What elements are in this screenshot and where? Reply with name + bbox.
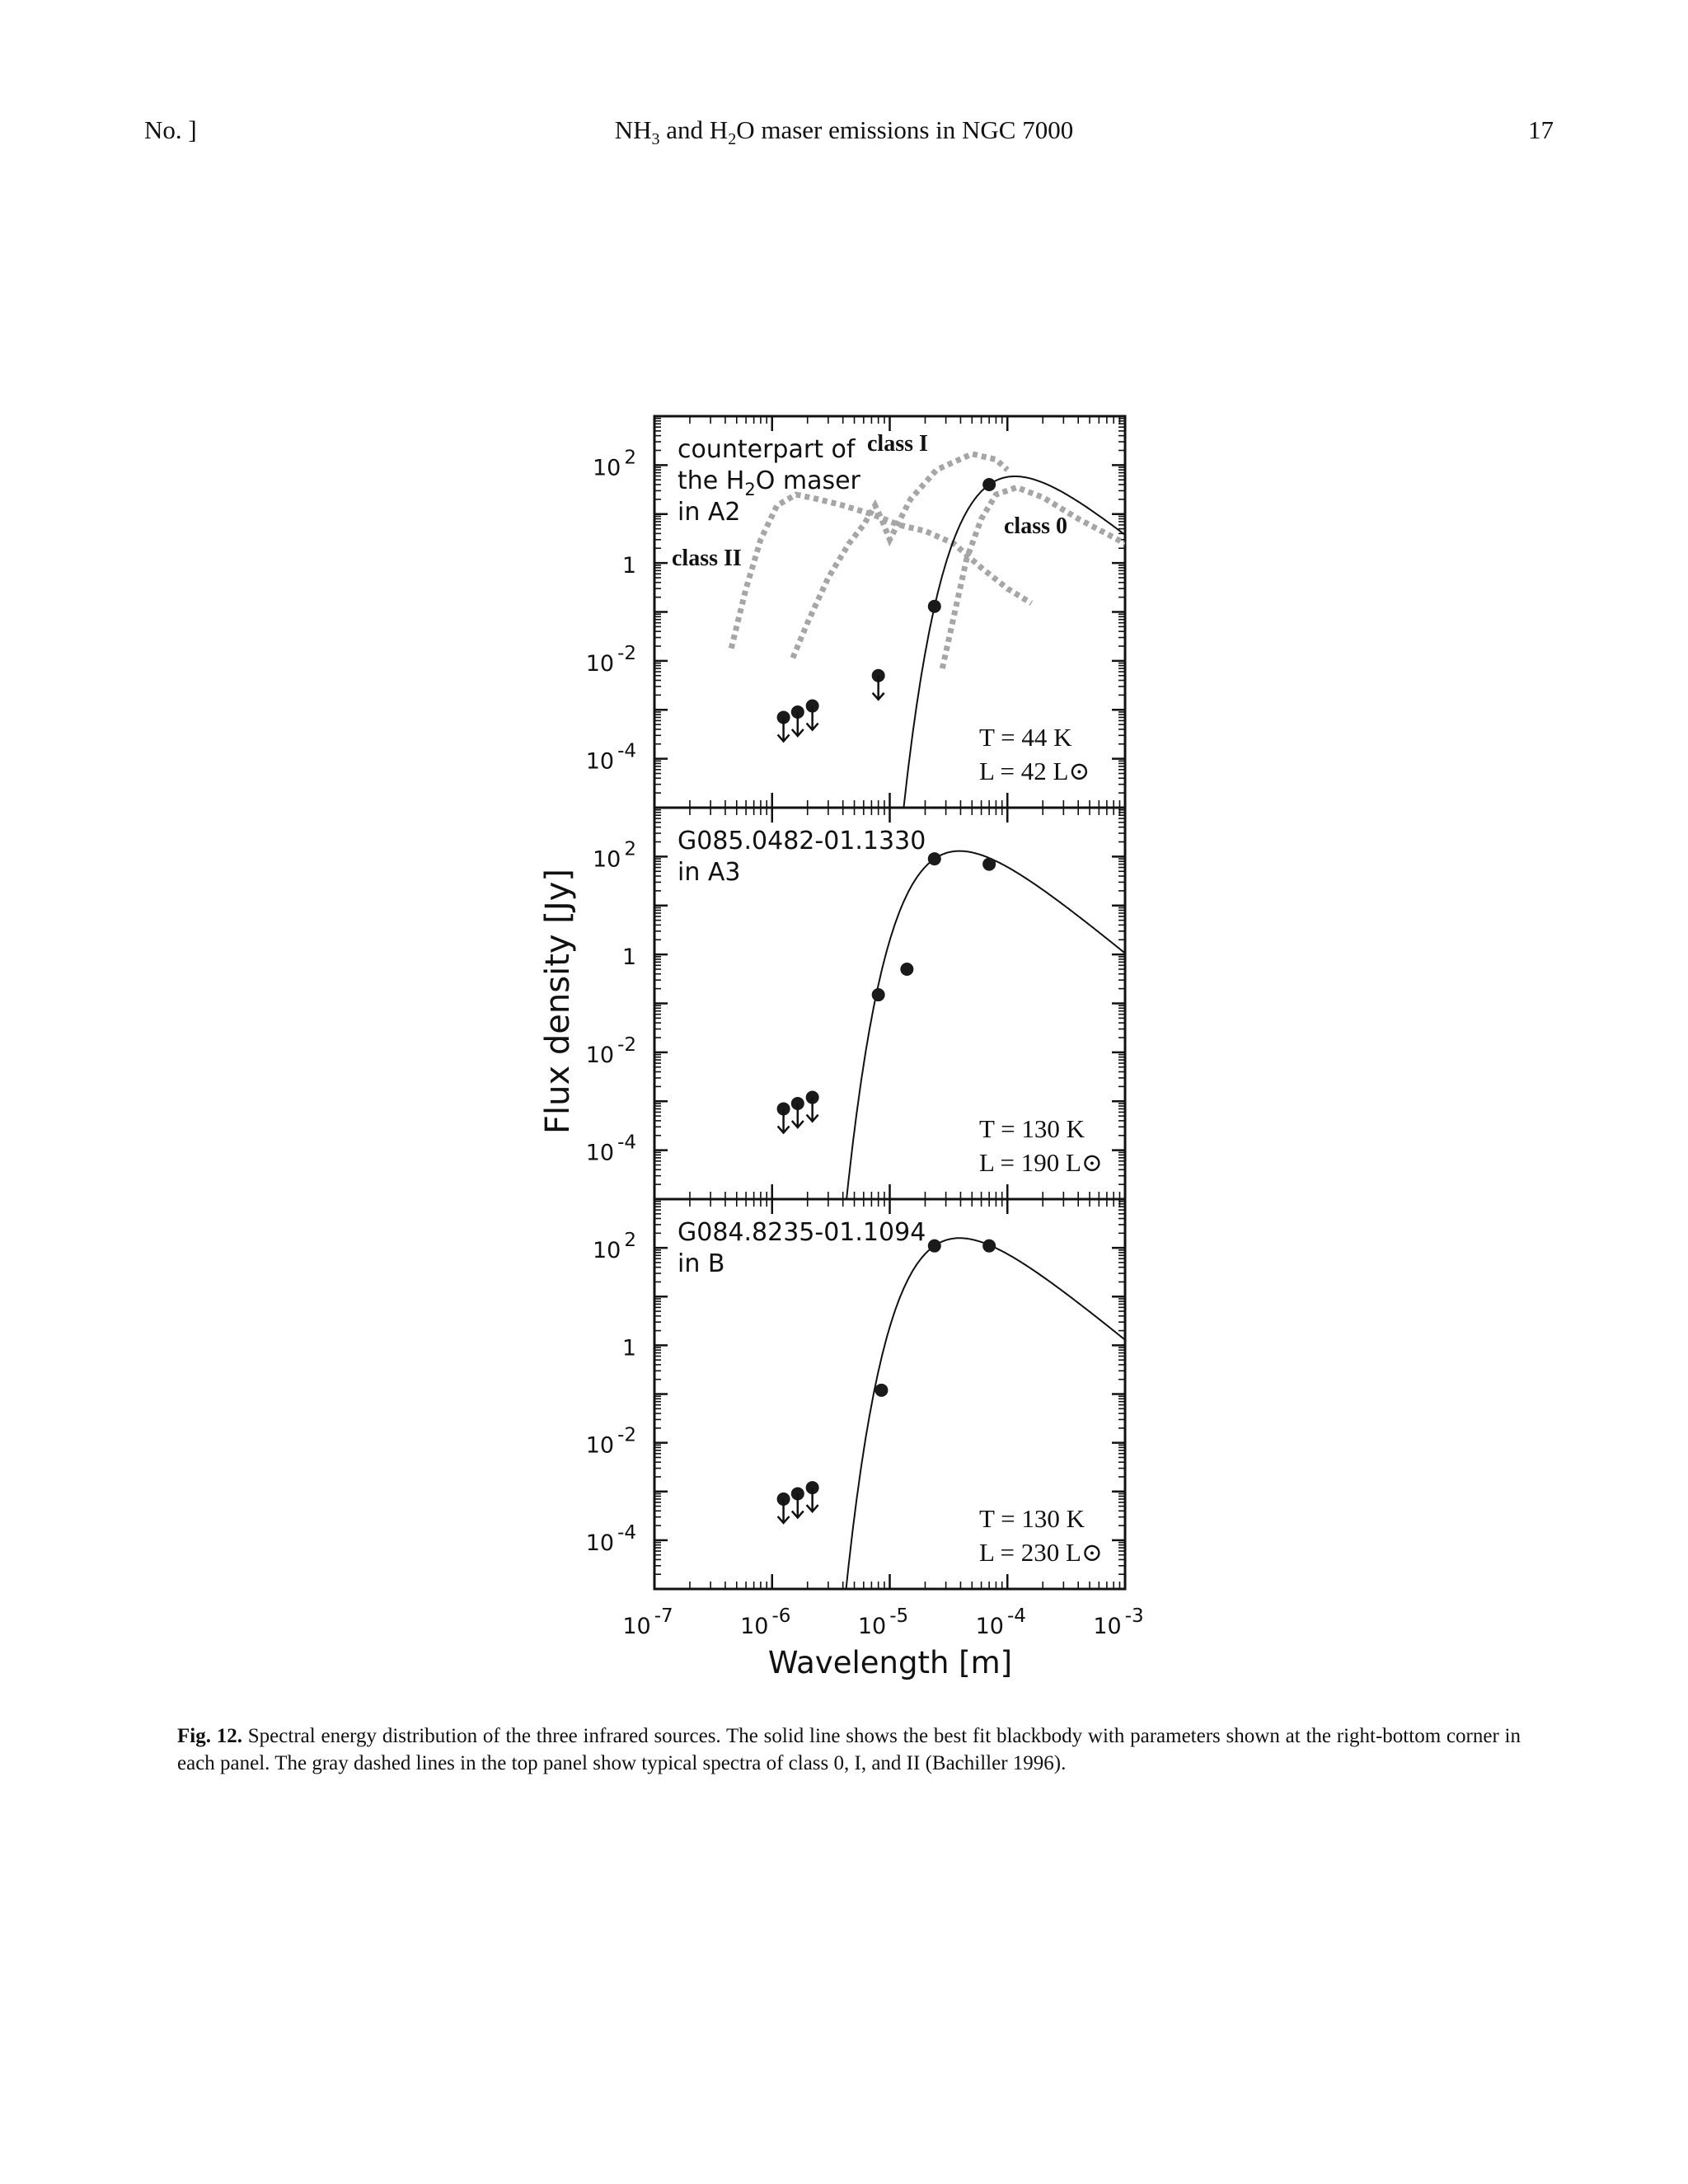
upper-limit-marker (791, 1487, 804, 1517)
fit-temperature: T = 130 K (979, 1504, 1085, 1533)
page-number: 17 (1528, 115, 1554, 144)
upper-limit-marker (806, 1481, 819, 1511)
upper-limit-marker (791, 1097, 804, 1127)
y-tick-label: 1 (621, 1335, 636, 1361)
fit-temperature: T = 44 K (979, 723, 1072, 752)
x-tick-label: 10 -3 (1093, 1605, 1144, 1639)
class-curve-class-ii (731, 494, 1031, 649)
fit-luminosity: L = 230 L⊙ (979, 1538, 1103, 1567)
panel-top (586, 416, 1125, 856)
caption-label: Fig. 12. (177, 1725, 242, 1747)
upper-limit-marker (806, 700, 819, 730)
panel-label-line: counterpart of (678, 435, 856, 464)
data-point (982, 1240, 996, 1253)
fit-luminosity: L = 42 L⊙ (979, 757, 1090, 785)
y-axis-label: Flux density [Jy] (539, 869, 577, 1134)
class-label: class II (672, 546, 742, 571)
y-tick-label: 10 -2 (585, 642, 636, 677)
data-point (982, 858, 996, 871)
x-tick-label: 10 -4 (975, 1605, 1026, 1639)
upper-limit-marker (806, 1091, 819, 1122)
panel-label-line: G084.8235-01.1094 (678, 1218, 926, 1247)
data-point (928, 600, 941, 613)
x-tick-label: 10 -5 (857, 1605, 909, 1639)
caption-text: Spectral energy distribution of the three infrared sources. The solid line shows the best fit blackbody with parameters shown at the right-bottom corner in each panel. The gray dashed lines in the top panel show typical spectra of class 0, I, and II (Bachiller 1996). (177, 1725, 1521, 1774)
panel-middle (586, 808, 1125, 1248)
panel-label-line: in A2 (678, 498, 741, 527)
data-point (874, 1384, 888, 1397)
y-tick-label: 10 -2 (585, 1424, 636, 1459)
y-tick-label: 10 2 (593, 447, 636, 481)
header-running-title: $NH_3$ and $H_2O$ maser emissions in NGC 7000 (614, 115, 1074, 149)
panel-bottom (586, 1199, 1125, 1638)
upper-limit-marker (777, 1493, 790, 1523)
x-tick-label: 10 -7 (622, 1605, 673, 1639)
panel-label-line: in B (678, 1249, 725, 1278)
fit-luminosity: L = 190 L⊙ (979, 1148, 1103, 1177)
figure-caption (177, 1722, 1521, 1777)
fit-temperature: T = 130 K (979, 1114, 1085, 1143)
x-tick-label: 10 -6 (740, 1605, 791, 1639)
upper-limit-marker (872, 669, 885, 700)
blackbody-fit-line (701, 1238, 1125, 1638)
y-tick-label: 1 (621, 553, 636, 579)
y-tick-label: 10 2 (593, 1230, 636, 1264)
class-label: class 0 (1004, 513, 1067, 539)
class-label: class I (867, 431, 928, 457)
blackbody-fit-line (701, 851, 1125, 1249)
y-tick-label: 10 -4 (585, 740, 636, 775)
data-point (928, 1240, 941, 1253)
panel-label-line: G085.0482-01.1330 (678, 827, 926, 855)
y-tick-label: 10 2 (593, 838, 636, 873)
y-tick-label: 1 (621, 944, 636, 971)
upper-limit-marker (777, 710, 790, 741)
data-point (928, 852, 941, 865)
y-tick-label: 10 -4 (585, 1132, 636, 1166)
header-journal: No. ] (144, 115, 197, 144)
data-point (982, 478, 996, 491)
data-point (900, 963, 913, 976)
data-point (872, 988, 885, 1001)
panel-label-line: in A3 (678, 858, 741, 887)
upper-limit-marker (777, 1102, 790, 1132)
y-tick-label: 10 -4 (585, 1521, 636, 1556)
upper-limit-marker (791, 705, 804, 736)
x-axis-label: Wavelength [m] (767, 1645, 1013, 1680)
y-tick-label: 10 -2 (585, 1033, 636, 1068)
panel-label-line: the $H_2O$ maser (678, 466, 860, 499)
